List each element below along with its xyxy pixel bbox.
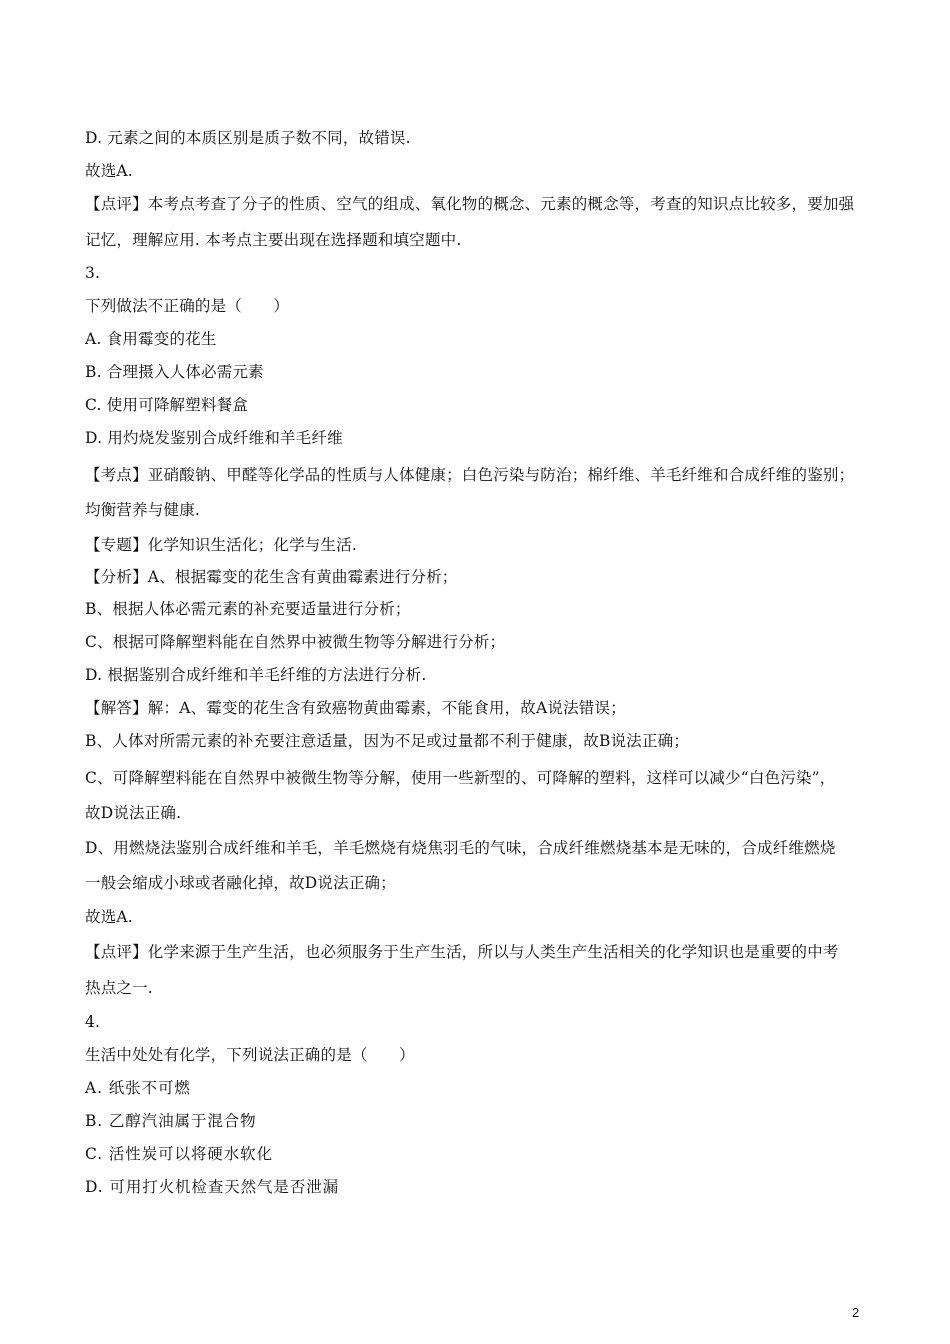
option-b: B. 合理摄入人体必需元素 [85,363,264,381]
text-line: D、用燃烧法鉴别合成纤维和羊毛，羊毛燃烧有烧焦羽毛的气味，合成纤维燃烧基本是无味的，合成纤维燃烧 [85,839,836,857]
question-number: 3. [85,264,101,282]
question-stem: 下列做法不正确的是（ ） [85,297,290,315]
text-line: 【专题】化学知识生活化；化学与生活. [85,536,358,554]
option-c: C. 使用可降解塑料餐盒 [85,396,249,414]
text-line: 【点评】本考点考查了分子的性质、空气的组成、氧化物的概念、元素的概念等，考查的知识点比较多，要加强 [85,195,855,213]
text-line: B、人体对所需元素的补充要注意适量，因为不足或过量都不利于健康，故B说法正确； [85,732,690,750]
text-line: 热点之一. [85,979,153,997]
page-number: 2 [852,1305,860,1320]
text-line: 故D说法正确. [85,804,182,822]
text-line: 故选A. [85,908,133,926]
text-line: C、可降解塑料能在自然界中被微生物等分解，使用一些新型的、可降解的塑料，这样可以减少“白色污染”， [85,769,836,787]
text-line: 故选A. [85,162,133,180]
question-number: 4. [85,1013,101,1031]
option-c: C. 活性炭可以将硬水软化 [85,1145,273,1163]
text-line: C、根据可降解塑料能在自然界中被微生物等分解进行分析； [85,633,506,651]
text-line: 【点评】化学来源于生产生活，也必须服务于生产生活，所以与人类生产生活相关的化学知识也是重要的中考 [85,943,839,961]
text-line: 记忆，理解应用. 本考点主要出现在选择题和填空题中. [85,231,462,249]
text-line: D. 根据鉴别合成纤维和羊毛纤维的方法进行分析. [85,666,427,684]
text-line: 一般会缩成小球或者融化掉，故D说法正确； [85,874,396,892]
option-b: B. 乙醇汽油属于混合物 [85,1112,257,1130]
text-line: 【分析】A、根据霉变的花生含有黄曲霉素进行分析； [85,568,458,586]
option-d: D. 可用打火机检查天然气是否泄漏 [85,1178,340,1196]
text-line: D. 元素之间的本质区别是质子数不同，故错误. [85,129,411,147]
text-line: B、根据人体必需元素的补充要适量进行分析； [85,600,411,618]
text-line: 【考点】亚硝酸钠、甲醛等化学品的性质与人体健康；白色污染与防治；棉纤维、羊毛纤维和合成纤维的鉴别； [85,466,855,484]
option-a: A. 食用霉变的花生 [85,330,217,348]
option-a: A. 纸张不可燃 [85,1079,191,1097]
option-d: D. 用灼烧发鉴别合成纤维和羊毛纤维 [85,429,343,447]
text-line: 均衡营养与健康. [85,501,201,519]
text-line: 【解答】解：A、霉变的花生含有致癌物黄曲霉素，不能食用，故A说法错误； [85,699,626,717]
question-stem: 生活中处处有化学，下列说法正确的是（ ） [85,1046,415,1064]
